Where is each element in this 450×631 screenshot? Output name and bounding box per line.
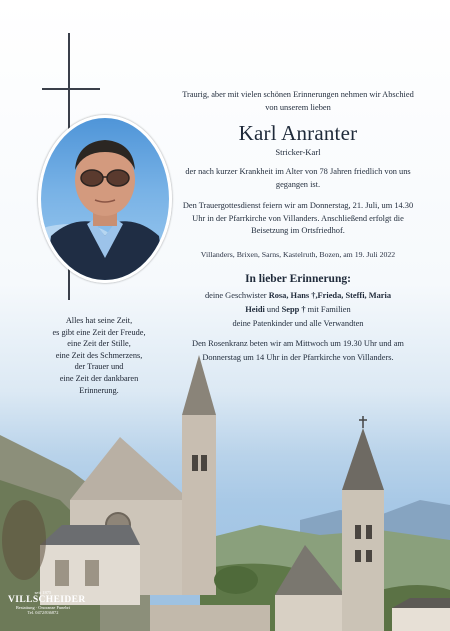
- quote-line: eine Zeit der dankbaren: [59, 373, 139, 383]
- family-and: und: [264, 304, 282, 314]
- godchildren-line: deine Patenkinder und alle Verwandten: [232, 318, 364, 328]
- deceased-name: Karl Anranter: [238, 121, 358, 145]
- church-landscape: [0, 340, 450, 631]
- portrait-photo: [38, 115, 172, 283]
- cross-icon-horizontal: [42, 88, 100, 90]
- quote-line: es gibt eine Zeit der Freude,: [52, 327, 146, 337]
- family-suffix: mit Familien: [305, 304, 351, 314]
- funeral-info: Den Trauergottesdienst feiern wir am Donnerstag, 21. Juli, um 14.30 Uhr in der Pfarrkirche von Villanders. Anschließend erfolgt die Beisetzung im Ortsfriedhof.: [182, 201, 414, 236]
- obituary-text: [180, 88, 416, 364]
- deceased-nickname: Stricker-Karl: [275, 147, 321, 157]
- quote-line: Alles hat seine Zeit,: [65, 316, 133, 325]
- quote-line: eine Zeit der Stille,: [67, 339, 131, 349]
- death-notice: der nach kurzer Krankheit im Alter von 78 Jahren friedlich von uns gegangen ist.: [185, 167, 411, 189]
- logo-subtitle: Bestattung · Onoranze Funebri: [15, 605, 71, 610]
- quote-line: eine Zeit des Schmerzens,: [55, 350, 143, 360]
- quote-line: der Trauer und: [74, 362, 124, 372]
- intro-text: Traurig, aber mit vielen schönen Erinnerungen nehmen wir Abschied von unserem lieben: [182, 90, 414, 112]
- siblings-names: Rosa, Hans †,Frieda, Steffi, Maria: [268, 290, 392, 300]
- siblings-names-2: Heidi: [245, 304, 265, 314]
- logo-phone: Tel. 0472/836872: [27, 610, 59, 615]
- family-list: [180, 289, 416, 331]
- logo-since: seit 1875: [34, 590, 52, 595]
- funeral-home-logo: [8, 590, 86, 615]
- place-date: Villanders, Brixen, Sarns, Kastelruth, Bozen, am 19. Juli 2022: [200, 249, 396, 259]
- siblings-names-3: Sepp †: [281, 304, 306, 314]
- quote-line: Erinnerung.: [79, 385, 119, 395]
- rosary-info: Den Rosenkranz beten wir am Mittwoch um 19.30 Uhr und am Donnerstag um 14 Uhr in der Pfarrkirche von Villanders.: [192, 338, 404, 362]
- memory-heading: In lieber Erinnerung:: [245, 272, 351, 285]
- logo-brand: VILLSCHEIDER: [8, 595, 86, 605]
- family-prefix: deine Geschwister: [204, 290, 269, 300]
